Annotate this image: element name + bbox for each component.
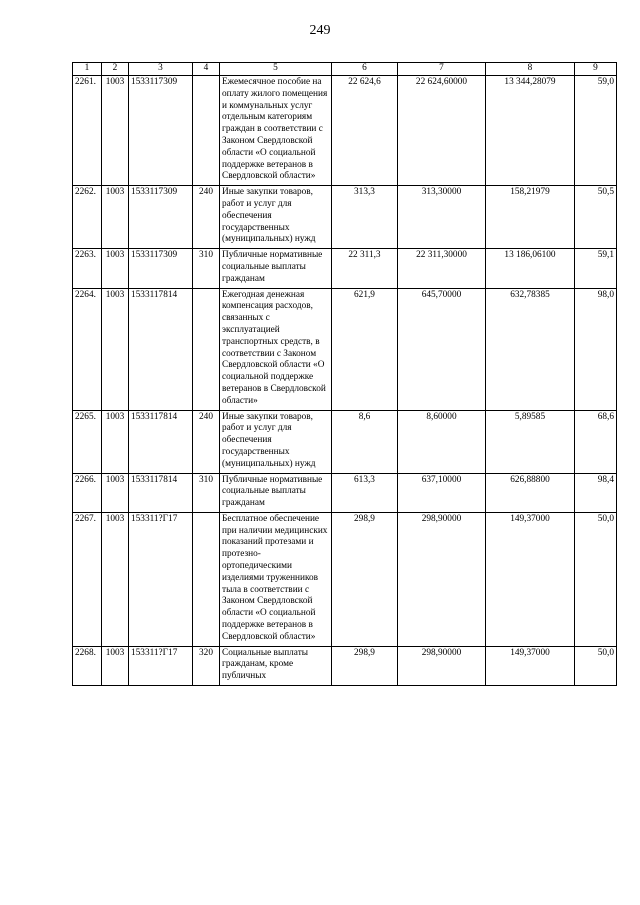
executed-amount: 149,37000 (486, 646, 575, 685)
header-cell: 3 (129, 63, 193, 76)
section-code: 1003 (102, 186, 129, 249)
target-code: 153311?Г17 (129, 646, 193, 685)
budget-table (72, 62, 617, 686)
row-number: 2262. (73, 186, 102, 249)
row-number: 2268. (73, 646, 102, 685)
executed-amount: 632,78385 (486, 288, 575, 410)
expense-type: 310 (193, 473, 220, 512)
target-code: 153311?Г17 (129, 512, 193, 646)
planned-amount: 621,9 (332, 288, 398, 410)
item-name: Социальные выплаты гражданам, кроме публичных (220, 646, 332, 685)
execution-percent: 50,5 (575, 186, 617, 249)
header-cell: 1 (73, 63, 102, 76)
section-code: 1003 (102, 249, 129, 288)
item-name: Публичные нормативные социальные выплаты гражданам (220, 249, 332, 288)
target-code: 1533117814 (129, 288, 193, 410)
executed-amount: 149,37000 (486, 512, 575, 646)
planned-amount: 22 311,3 (332, 249, 398, 288)
table-row (73, 473, 617, 512)
row-number: 2261. (73, 76, 102, 186)
page-number: 249 (309, 23, 331, 38)
target-code: 1533117814 (129, 410, 193, 473)
header-cell: 7 (398, 63, 486, 76)
target-code: 1533117814 (129, 473, 193, 512)
executed-amount: 626,88800 (486, 473, 575, 512)
planned-amount: 613,3 (332, 473, 398, 512)
budget-amount: 313,30000 (398, 186, 486, 249)
row-number: 2263. (73, 249, 102, 288)
header-cell: 2 (102, 63, 129, 76)
item-name: Иные закупки товаров, работ и услуг для обеспечения государственных (муниципальных) нужд (220, 186, 332, 249)
header-cell: 9 (575, 63, 617, 76)
header-cell: 4 (193, 63, 220, 76)
section-code: 1003 (102, 76, 129, 186)
executed-amount: 13 344,28079 (486, 76, 575, 186)
expense-type (193, 512, 220, 646)
item-name: Иные закупки товаров, работ и услуг для обеспечения государственных (муниципальных) нужд (220, 410, 332, 473)
execution-percent: 98,4 (575, 473, 617, 512)
table-row (73, 512, 617, 646)
table-row (73, 646, 617, 685)
header-cell: 8 (486, 63, 575, 76)
item-name: Ежемесячное пособие на оплату жилого помещения и коммунальных услуг отдельным категориям граждан в соответствии с Законом Свердловской области «О социальной поддержке ветеранов в Свердловской области» (220, 76, 332, 186)
executed-amount: 158,21979 (486, 186, 575, 249)
table-row (73, 76, 617, 186)
execution-percent: 98,0 (575, 288, 617, 410)
target-code: 1533117309 (129, 249, 193, 288)
budget-amount: 22 624,60000 (398, 76, 486, 186)
target-code: 1533117309 (129, 186, 193, 249)
header-cell: 5 (220, 63, 332, 76)
execution-percent: 50,0 (575, 646, 617, 685)
planned-amount: 22 624,6 (332, 76, 398, 186)
section-code: 1003 (102, 410, 129, 473)
row-number: 2264. (73, 288, 102, 410)
row-number: 2266. (73, 473, 102, 512)
expense-type: 320 (193, 646, 220, 685)
budget-amount: 298,90000 (398, 646, 486, 685)
expense-type: 240 (193, 410, 220, 473)
header-cell: 6 (332, 63, 398, 76)
executed-amount: 13 186,06100 (486, 249, 575, 288)
planned-amount: 8,6 (332, 410, 398, 473)
target-code: 1533117309 (129, 76, 193, 186)
header-row (73, 63, 617, 76)
execution-percent: 50,0 (575, 512, 617, 646)
table-row (73, 410, 617, 473)
item-name: Публичные нормативные социальные выплаты гражданам (220, 473, 332, 512)
expense-type: 310 (193, 249, 220, 288)
row-number: 2265. (73, 410, 102, 473)
item-name: Ежегодная денежная компенсация расходов, связанных с эксплуатацией транспортных средств, в соответствии с Законом Свердловской области «О социальной поддержке ветеранов в Свердловской области» (220, 288, 332, 410)
section-code: 1003 (102, 512, 129, 646)
budget-amount: 22 311,30000 (398, 249, 486, 288)
executed-amount: 5,89585 (486, 410, 575, 473)
section-code: 1003 (102, 473, 129, 512)
execution-percent: 59,0 (575, 76, 617, 186)
planned-amount: 313,3 (332, 186, 398, 249)
table-row (73, 186, 617, 249)
planned-amount: 298,9 (332, 646, 398, 685)
budget-amount: 637,10000 (398, 473, 486, 512)
budget-amount: 645,70000 (398, 288, 486, 410)
expense-type (193, 288, 220, 410)
section-code: 1003 (102, 288, 129, 410)
execution-percent: 59,1 (575, 249, 617, 288)
planned-amount: 298,9 (332, 512, 398, 646)
table-row (73, 249, 617, 288)
expense-type: 240 (193, 186, 220, 249)
table-row (73, 288, 617, 410)
budget-amount: 298,90000 (398, 512, 486, 646)
execution-percent: 68,6 (575, 410, 617, 473)
expense-type (193, 76, 220, 186)
row-number: 2267. (73, 512, 102, 646)
section-code: 1003 (102, 646, 129, 685)
item-name: Бесплатное обеспечение при наличии медицинских показаний протезами и протезно-ортопедическими изделиями труженников тыла в соответствии с Законом Свердловской области «О социальной поддержке ветеранов в Свердловской области» (220, 512, 332, 646)
budget-amount: 8,60000 (398, 410, 486, 473)
